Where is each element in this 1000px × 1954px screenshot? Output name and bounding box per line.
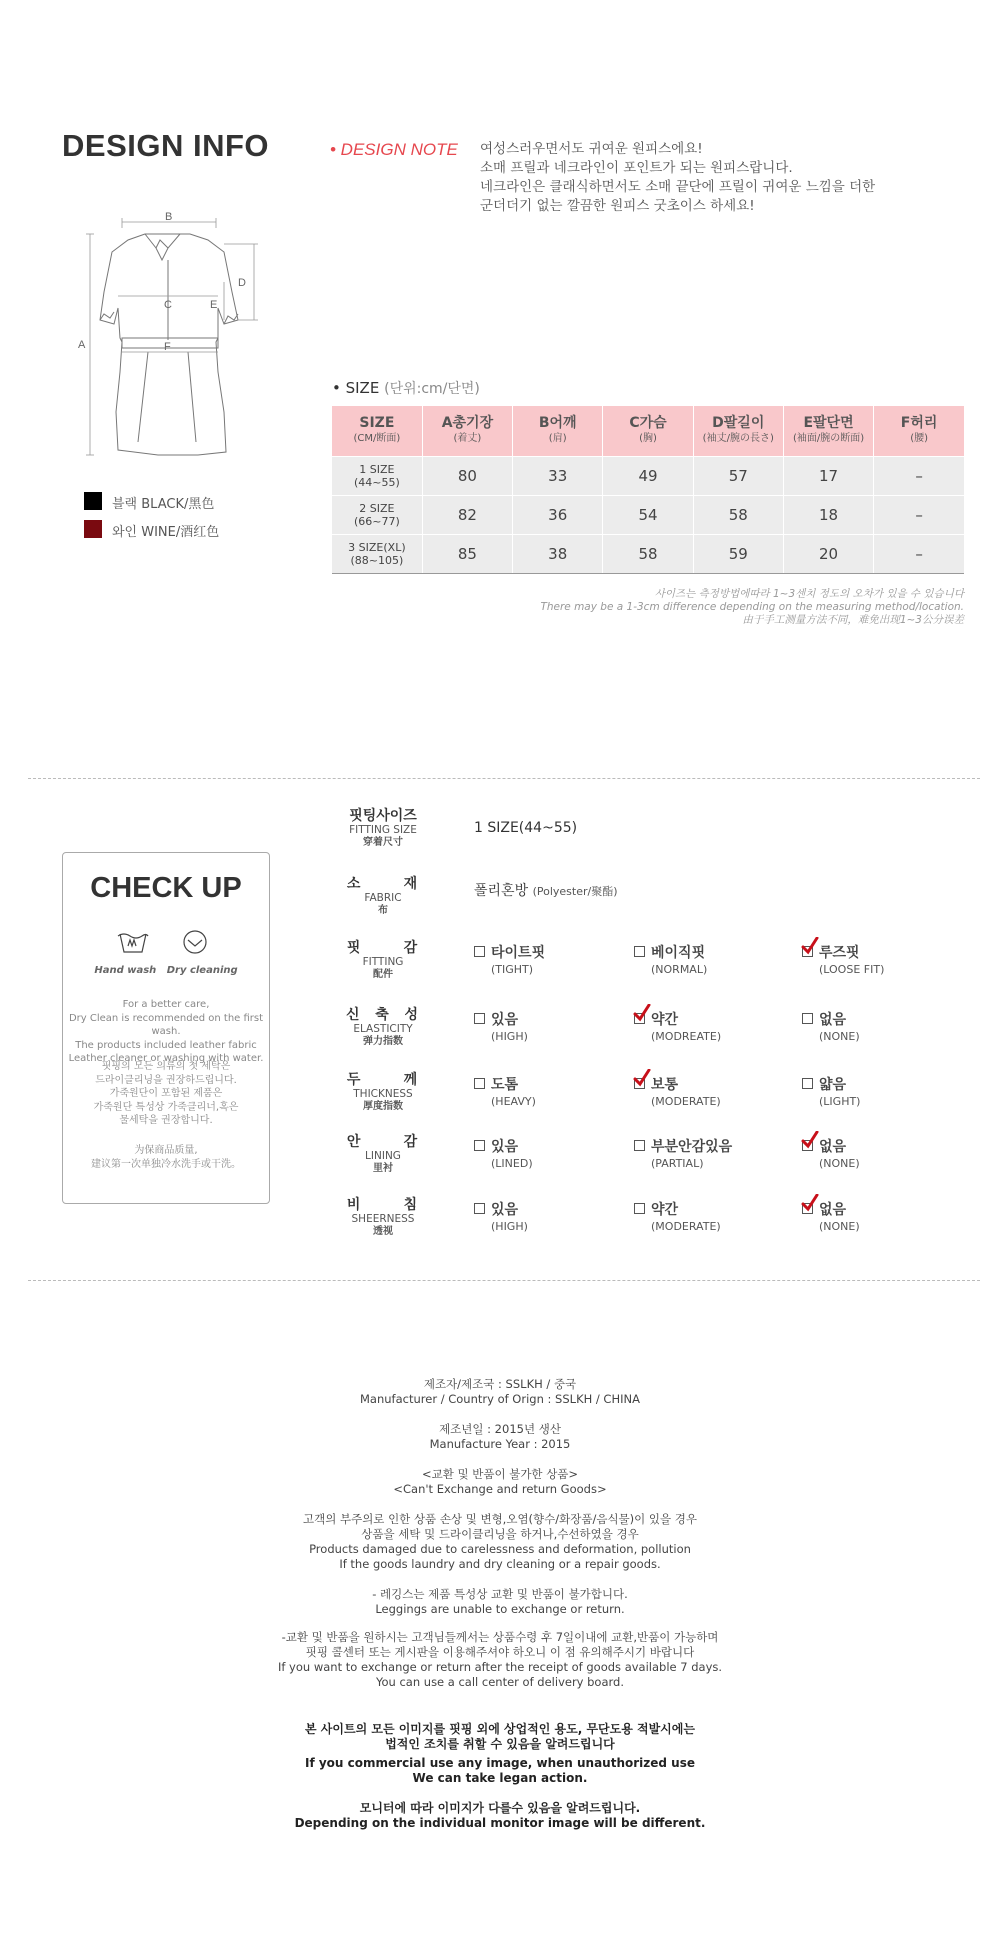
value-cell: 58	[693, 496, 783, 535]
spec-label-row	[338, 940, 428, 981]
spec-label-ko: 안 감	[346, 1134, 420, 1150]
option-label: 타이트핏	[491, 945, 546, 961]
spec-label-row	[338, 1072, 428, 1113]
value-cell: 85	[422, 535, 512, 574]
footer-exchange-period	[0, 1630, 1000, 1690]
care-line: The products included leather fabric	[75, 1039, 257, 1051]
care-text-cn	[62, 1144, 270, 1171]
disclaimer-line: There may be a 1-3cm difference depending on the measuring method/location.	[540, 601, 964, 613]
checkmark-icon	[801, 1194, 819, 1212]
value-cell: 82	[422, 496, 512, 535]
spec-option	[802, 1076, 860, 1110]
checked-box-icon	[634, 1013, 645, 1024]
option-sub: (NORMAL)	[651, 963, 708, 976]
size-table	[332, 406, 964, 574]
size-header	[513, 406, 603, 457]
footer-monitor	[0, 1801, 1000, 1831]
fabric-name: 폴리혼방	[474, 883, 529, 899]
size-header	[603, 406, 693, 457]
spec-option	[802, 1201, 860, 1235]
checkbox-icon	[474, 1203, 485, 1214]
size-header	[783, 406, 873, 457]
checkbox-icon	[802, 1013, 813, 1024]
spec-label-cn: 透视	[373, 1226, 393, 1237]
dry-cleaning-label: Dry cleaning	[166, 965, 238, 976]
option-sub: (NONE)	[819, 1030, 860, 1043]
option-sub: (MODERATE)	[651, 1220, 721, 1233]
header-sub: (肩)	[548, 433, 567, 444]
spec-option	[474, 1138, 533, 1172]
option-sub: (PARTIAL)	[651, 1157, 704, 1170]
spec-label-ko: 신 축 성	[345, 1007, 421, 1023]
option-label: 얇음	[819, 1077, 847, 1093]
footer-copyright-ko	[0, 1722, 1000, 1752]
spec-label-row	[338, 1007, 428, 1048]
spec-label-en: THICKNESS	[353, 1088, 413, 1100]
size-heading	[332, 378, 480, 398]
footer-line: 모니터에 따라 이미지가 다를수 있음을 알려드립니다.	[359, 1801, 641, 1815]
option-label: 있음	[491, 1202, 519, 1218]
footer-line: 제조자/제조국 : SSLKH / 중국	[423, 1377, 577, 1391]
checkbox-icon	[634, 1203, 645, 1214]
spec-option	[474, 1076, 536, 1110]
spec-label-en: ELASTICITY	[353, 1023, 413, 1035]
size-header	[874, 406, 964, 457]
option-sub: (TIGHT)	[491, 963, 534, 976]
spec-label-ko: 두 께	[346, 1072, 420, 1088]
option-label: 베이직핏	[651, 945, 706, 961]
size-heading-text: • SIZE	[332, 379, 380, 397]
care-line: 드라이클리닝을 권장하드립니다.	[95, 1074, 237, 1086]
care-line: 가죽원단이 포함된 제품은	[109, 1088, 223, 1099]
design-note-line: 네크라인은 클래식하면서도 소매 끝단에 프릴이 귀여운 느낌을 더한	[480, 179, 876, 195]
value-cell: 20	[783, 535, 873, 574]
color-label-black: 블랙 BLACK/黑色	[112, 497, 215, 512]
header-main: F허리	[900, 415, 938, 431]
care-line: For a better care,	[122, 999, 210, 1010]
checkbox-icon	[474, 946, 485, 957]
checkbox-icon	[634, 1140, 645, 1151]
size-range: (66~77)	[353, 515, 400, 528]
option-sub: (NONE)	[819, 1220, 860, 1233]
value-cell: 17	[783, 457, 873, 496]
size-name: 2 SIZE	[359, 502, 395, 515]
header-sub: (胸)	[639, 433, 657, 444]
value-cell: 33	[513, 457, 603, 496]
diagram-label-a: A	[78, 339, 86, 351]
header-main: B어깨	[538, 415, 577, 431]
spec-label-cn: 穿着尺寸	[363, 837, 403, 848]
option-sub: (HEAVY)	[491, 1095, 536, 1108]
footer-line: Depending on the individual monitor image will be different.	[294, 1816, 706, 1830]
spec-label-ko: 비 침	[346, 1197, 420, 1213]
header-main: A총기장	[441, 415, 494, 431]
spec-label-fabric	[338, 876, 428, 917]
checked-box-icon	[802, 1203, 813, 1214]
size-header	[422, 406, 512, 457]
footer-line: 본 사이트의 모든 이미지를 핏핑 외에 상업적인 용도, 무단도용 적발시에는	[305, 1722, 695, 1736]
color-swatch-wine	[84, 520, 102, 538]
diagram-label-e: E	[210, 299, 218, 311]
checkbox-icon	[474, 1140, 485, 1151]
table-row	[332, 535, 964, 574]
footer-line: If you want to exchange or return after the receipt of goods available 7 days.	[277, 1660, 723, 1674]
spec-label-en: FABRIC	[364, 892, 402, 904]
value-cell: 36	[513, 496, 603, 535]
size-header	[332, 406, 422, 457]
design-note-label: • DESIGN NOTE	[330, 140, 458, 159]
option-sub: (LINED)	[491, 1157, 533, 1170]
footer-copyright-en	[0, 1756, 1000, 1786]
diagram-label-f: F	[164, 341, 171, 353]
color-label-wine: 와인 WINE/酒红色	[112, 525, 220, 540]
option-label: 루즈핏	[819, 945, 860, 961]
header-main: E팔단면	[803, 415, 854, 431]
option-sub: (MODREATE)	[651, 1030, 722, 1043]
checkbox-icon	[474, 1013, 485, 1024]
check-up-title: CHECK UP	[90, 872, 242, 904]
option-label: 없음	[819, 1139, 847, 1155]
spec-label-ko: 핏팅사이즈	[349, 808, 417, 824]
spec-label-cn: 配件	[373, 969, 393, 980]
value-cell: 54	[603, 496, 693, 535]
size-table-header-row	[332, 406, 964, 457]
checkbox-icon	[802, 1078, 813, 1089]
footer-line: -교환 및 반품을 원하시는 고객님들께서는 상품수령 후 7일이내에 교환,반품이 가능하며	[281, 1630, 719, 1644]
option-sub: (LIGHT)	[819, 1095, 861, 1108]
size-header	[693, 406, 783, 457]
option-sub: (MODERATE)	[651, 1095, 721, 1108]
footer-year	[0, 1422, 1000, 1452]
value-cell: 18	[783, 496, 873, 535]
size-cell	[332, 535, 422, 574]
header-sub: (CM/断面)	[353, 433, 401, 444]
design-note-line: 소매 프릴과 네크라인이 포인트가 되는 원피스랍니다.	[480, 160, 793, 176]
size-range: (88~105)	[350, 554, 404, 567]
spec-option	[802, 1011, 860, 1045]
design-note-line: 여성스러우면서도 귀여운 원피스에요!	[480, 141, 703, 157]
care-icon-labels	[62, 965, 270, 976]
footer-line: Products damaged due to carelessness and deformation, pollution	[309, 1542, 691, 1556]
spec-label-ko: 소 재	[346, 876, 420, 892]
value-cell: 49	[603, 457, 693, 496]
care-text-en	[62, 998, 270, 1066]
spec-option	[474, 1201, 528, 1235]
option-sub: (NONE)	[819, 1157, 860, 1170]
spec-label-cn: 厚度指数	[363, 1101, 403, 1112]
size-name: 1 SIZE	[359, 463, 395, 476]
footer-line: - 레깅스는 제품 특성상 교환 및 반품이 불가합니다.	[372, 1587, 628, 1601]
spec-label-en: FITTING SIZE	[349, 824, 417, 836]
care-line: 핏핑의 모든 의류의 첫 세탁은	[101, 1061, 231, 1072]
fabric-sub: (Polyester/聚酯)	[532, 885, 618, 898]
option-label: 있음	[491, 1139, 519, 1155]
footer-line: If you commercial use any image, when unauthorized use	[305, 1756, 695, 1770]
footer-exchange-ko	[0, 1512, 1000, 1572]
spec-option	[634, 1011, 721, 1045]
spec-option	[634, 1076, 721, 1110]
header-sub: (袖丈/腕の長さ)	[702, 433, 774, 444]
footer-leggings	[0, 1587, 1000, 1617]
value-cell: 38	[513, 535, 603, 574]
hand-wash-icon	[118, 934, 148, 952]
option-label: 도톰	[491, 1077, 519, 1093]
checkmark-icon	[801, 937, 819, 955]
value-cell: –	[874, 496, 964, 535]
footer-line: 핏핑 콜센터 또는 게시판을 이용해주셔야 하오니 이 점 유의해주시기 바랍니다	[305, 1645, 695, 1659]
footer-line: 법적인 조치를 취할 수 있음을 알려드립니다	[385, 1737, 615, 1751]
checked-box-icon	[634, 1078, 645, 1089]
footer-line: <교환 및 반품이 불가한 상품>	[421, 1467, 579, 1481]
section-divider	[28, 778, 980, 779]
header-sub: (腰)	[910, 433, 928, 444]
spec-option	[802, 944, 884, 978]
hand-wash-label: Hand wash	[94, 965, 157, 976]
value-cell: 59	[693, 535, 783, 574]
care-icons	[100, 928, 240, 956]
footer-manufacturer	[0, 1377, 1000, 1407]
spec-option	[802, 1138, 860, 1172]
footer-line: 고객의 부주의로 인한 상품 손상 및 변형,오염(향수/화장품/음식물)이 있을 경우	[303, 1512, 697, 1526]
section-divider	[28, 1280, 980, 1281]
dry-cleaning-icon	[184, 931, 206, 953]
size-cell	[332, 457, 422, 496]
option-sub: (LOOSE FIT)	[819, 963, 885, 976]
spec-label-en: FITTING	[362, 956, 404, 968]
checked-box-icon	[802, 1140, 813, 1151]
footer-line: <Can't Exchange and return Goods>	[393, 1482, 607, 1496]
spec-label-fitting-size	[338, 808, 428, 849]
value-cell: 58	[603, 535, 693, 574]
footer-line: Leggings are unable to exchange or return.	[375, 1602, 625, 1616]
size-cell	[332, 496, 422, 535]
option-label: 부분안감있음	[651, 1139, 733, 1155]
fabric-value	[474, 880, 618, 900]
spec-option	[634, 944, 707, 978]
care-line: 建议第一次单独冷水洗手或干洗。	[91, 1158, 241, 1170]
diagram-label-c: C	[164, 299, 172, 311]
value-cell: –	[874, 535, 964, 574]
care-line: 가죽원단 특성상 가죽클리너,혹은	[93, 1101, 239, 1113]
value-cell: 80	[422, 457, 512, 496]
header-sub: (袖面/腕の断面)	[792, 433, 865, 444]
table-row	[332, 496, 964, 535]
size-unit: (단위:cm/단면)	[384, 381, 480, 397]
care-text-ko	[62, 1060, 270, 1128]
spec-label-cn: 布	[378, 905, 388, 916]
diagram-label-b: B	[165, 212, 173, 223]
checked-box-icon	[802, 946, 813, 957]
design-note-body	[480, 140, 875, 216]
footer-line: Manufacturer / Country of Orign : SSLKH / CHINA	[360, 1392, 640, 1406]
spec-label-en: SHEERNESS	[351, 1213, 415, 1225]
footer-exchange-title	[0, 1467, 1000, 1497]
option-sub: (HIGH)	[491, 1220, 528, 1233]
header-main: SIZE	[359, 415, 395, 431]
care-line: 为保商品质量,	[134, 1145, 198, 1156]
spec-option	[634, 1201, 721, 1235]
design-note-line: 군더더기 없는 깔끔한 원피스 굿초이스 하세요!	[480, 198, 755, 214]
header-main: D팔길이	[712, 415, 765, 431]
size-disclaimer	[540, 588, 964, 627]
header-sub: (着丈)	[453, 433, 482, 444]
care-line: Dry Clean is recommended on the first wash.	[68, 1012, 264, 1037]
dress-measurement-diagram	[78, 212, 273, 462]
disclaimer-line: 사이즈는 측정방법에따라 1~3센치 정도의 오차가 있을 수 있습니다	[654, 588, 964, 600]
spec-label-row	[338, 1197, 428, 1238]
fitting-size-value: 1 SIZE(44~55)	[474, 820, 578, 836]
design-info-title: DESIGN INFO	[62, 128, 270, 163]
footer-line: If the goods laundry and dry cleaning or a repair goods.	[339, 1557, 661, 1571]
option-label: 있음	[491, 1012, 519, 1028]
color-swatch-black	[84, 492, 102, 510]
disclaimer-line: 由于手工测量方法不同，难免出现1~3公分误差	[742, 614, 964, 626]
spec-option	[474, 944, 545, 978]
footer-line: 상품을 세탁 및 드라이클리닝을 하거나,수선하였을 경우	[361, 1527, 639, 1541]
checkbox-icon	[474, 1078, 485, 1089]
spec-option	[634, 1138, 732, 1172]
footer-line: Manufacture Year : 2015	[429, 1437, 571, 1451]
diagram-label-d: D	[238, 277, 246, 289]
option-label: 보통	[651, 1077, 679, 1093]
value-cell: 57	[693, 457, 783, 496]
care-line: Leather cleaner or washing with water.	[68, 1053, 264, 1064]
footer-line: We can take legan action.	[412, 1771, 588, 1785]
checkbox-icon	[634, 946, 645, 957]
footer-line: 제조년일 : 2015년 생산	[439, 1422, 561, 1436]
table-row	[332, 457, 964, 496]
spec-label-en: LINING	[365, 1150, 401, 1162]
spec-label-cn: 里衬	[373, 1163, 393, 1174]
size-range: (44~55)	[353, 476, 400, 489]
checkmark-icon	[633, 1069, 651, 1087]
checkmark-icon	[801, 1131, 819, 1149]
option-label: 없음	[819, 1202, 847, 1218]
spec-label-row	[338, 1134, 428, 1175]
spec-option	[474, 1011, 528, 1045]
option-label: 약간	[651, 1202, 679, 1218]
checkmark-icon	[633, 1004, 651, 1022]
value-cell: –	[874, 457, 964, 496]
option-label: 없음	[819, 1012, 847, 1028]
care-line: 물세탁을 권장합니다.	[119, 1115, 213, 1126]
spec-label-ko: 핏 감	[346, 940, 420, 956]
option-label: 약간	[651, 1012, 679, 1028]
spec-label-cn: 弹力指数	[363, 1036, 403, 1047]
size-name: 3 SIZE(XL)	[348, 541, 406, 554]
header-main: C가슴	[629, 415, 667, 431]
footer-line: You can use a call center of delivery board.	[375, 1675, 624, 1689]
option-sub: (HIGH)	[491, 1030, 528, 1043]
